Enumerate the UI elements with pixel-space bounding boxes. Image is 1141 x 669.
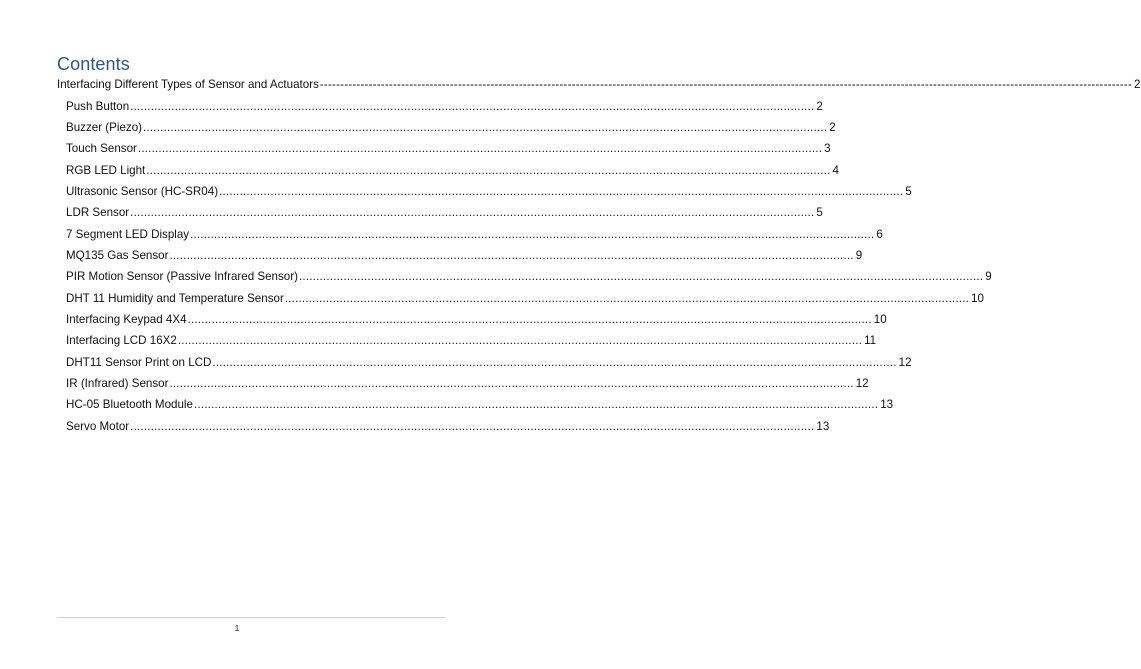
toc-entry-leader: ........................................................................................................................................................................................................ xyxy=(284,291,970,305)
toc-entry-page: 2 xyxy=(816,99,823,113)
toc-entry-leader: ........................................................................................................................................................................................................ xyxy=(190,227,875,241)
toc-entry[interactable] xyxy=(57,95,823,116)
toc-entry-leader: ........................................................................................................................................................................................................ xyxy=(219,184,904,198)
toc-entry-title: HC-05 Bluetooth Module xyxy=(66,398,193,412)
toc-entry-leader: ........................................................................................................................................................................................................ xyxy=(143,120,828,134)
toc-entry[interactable] xyxy=(57,117,836,138)
toc-entry[interactable] xyxy=(57,159,839,180)
toc-heading: Contents xyxy=(57,54,130,74)
toc-entry-leader: ........................................................................................................................................................................................................ xyxy=(130,99,815,113)
toc-entry-page: 6 xyxy=(876,227,883,241)
toc-entry-title: Ultrasonic Sensor (HC-SR04) xyxy=(66,184,219,198)
toc-entry-page: 10 xyxy=(873,312,887,326)
toc-entry-page: 13 xyxy=(880,398,894,412)
toc-entry-page: 12 xyxy=(898,355,912,369)
toc-entry-page: 2 xyxy=(1134,78,1141,92)
toc-entry-page: 5 xyxy=(905,184,912,198)
toc-entry[interactable] xyxy=(57,202,823,223)
toc-entry-page: 2 xyxy=(829,120,836,134)
toc-entry-leader: ........................................................................................................................................................................................................ xyxy=(193,398,879,412)
toc-entry-leader: ........................................................................................................................................................................................................ xyxy=(137,142,823,156)
toc-entry-leader: ........................................................................................................................................................................................................ xyxy=(146,163,831,177)
toc-entry-title: DHT 11 Humidity and Temperature Sensor xyxy=(66,291,284,305)
toc-entry-page: 10 xyxy=(971,291,984,305)
toc-entry-title: Servo Motor xyxy=(66,419,130,433)
toc-entry-title: 7 Segment LED Display xyxy=(66,227,190,241)
toc-entry-leader: ........................................................................................................................................................................................................ xyxy=(212,355,897,369)
toc-entry[interactable] xyxy=(57,74,1141,95)
toc-entry-page: 4 xyxy=(832,163,839,177)
toc-entry-title: RGB LED Light xyxy=(66,163,146,177)
toc-entry-title: PIR Motion Sensor (Passive Infrared Sensor) xyxy=(66,270,298,284)
toc-entry-page: 5 xyxy=(816,206,823,220)
toc-entry-title: IR (Infrared) Sensor xyxy=(66,376,169,390)
toc-entry-page: 9 xyxy=(985,270,992,284)
toc-entry-title: Touch Sensor xyxy=(66,142,137,156)
toc-entry-page: 12 xyxy=(855,376,869,390)
toc-entry-page: 11 xyxy=(864,334,877,348)
toc-entry-leader: -------------------------------------------------------------------------------------------------------------------------------------------------------------------------------------------------------- xyxy=(319,78,1133,92)
footer-rule xyxy=(57,617,446,618)
toc-entry-title: Push Button xyxy=(66,99,130,113)
toc-entry[interactable] xyxy=(57,330,877,351)
toc-entry-leader: ........................................................................................................................................................................................................ xyxy=(187,312,872,326)
toc-entry-leader: ........................................................................................................................................................................................................ xyxy=(298,270,984,284)
toc-entry-title: Interfacing Different Types of Sensor and Actuators xyxy=(57,78,319,92)
toc-entry[interactable] xyxy=(57,287,984,308)
toc-entry-leader: ........................................................................................................................................................................................................ xyxy=(130,419,815,433)
toc-entry-title: Interfacing LCD 16X2 xyxy=(66,334,177,348)
toc-entry-page: 9 xyxy=(855,248,863,262)
toc-entry[interactable] xyxy=(57,351,912,372)
toc-entry-leader: ........................................................................................................................................................................................................ xyxy=(177,334,863,348)
toc-entry[interactable] xyxy=(57,394,894,415)
toc-entry-leader: ........................................................................................................................................................................................................ xyxy=(169,376,854,390)
toc-entry[interactable] xyxy=(57,138,831,159)
toc-entry[interactable] xyxy=(57,181,912,202)
toc-entry-page: 13 xyxy=(816,419,830,433)
toc-entry-leader: ........................................................................................................................................................................................................ xyxy=(169,248,854,262)
toc-entry[interactable] xyxy=(57,373,869,394)
toc-entry[interactable] xyxy=(57,416,830,437)
toc-list xyxy=(57,74,1141,437)
toc-entry[interactable] xyxy=(57,245,863,266)
toc-entry-leader: ........................................................................................................................................................................................................ xyxy=(130,206,815,220)
page-number: 1 xyxy=(234,623,240,633)
toc-entry[interactable] xyxy=(57,309,887,330)
toc-entry-title: MQ135 Gas Sensor xyxy=(66,248,169,262)
toc-entry-page: 3 xyxy=(824,142,831,156)
toc-entry-title: Interfacing Keypad 4X4 xyxy=(66,312,187,326)
toc-entry-title: Buzzer (Piezo) xyxy=(66,120,143,134)
toc-entry-title: LDR Sensor xyxy=(66,206,130,220)
toc-entry-title: DHT11 Sensor Print on LCD xyxy=(66,355,212,369)
toc-entry[interactable] xyxy=(57,266,992,287)
toc-entry[interactable] xyxy=(57,223,883,244)
